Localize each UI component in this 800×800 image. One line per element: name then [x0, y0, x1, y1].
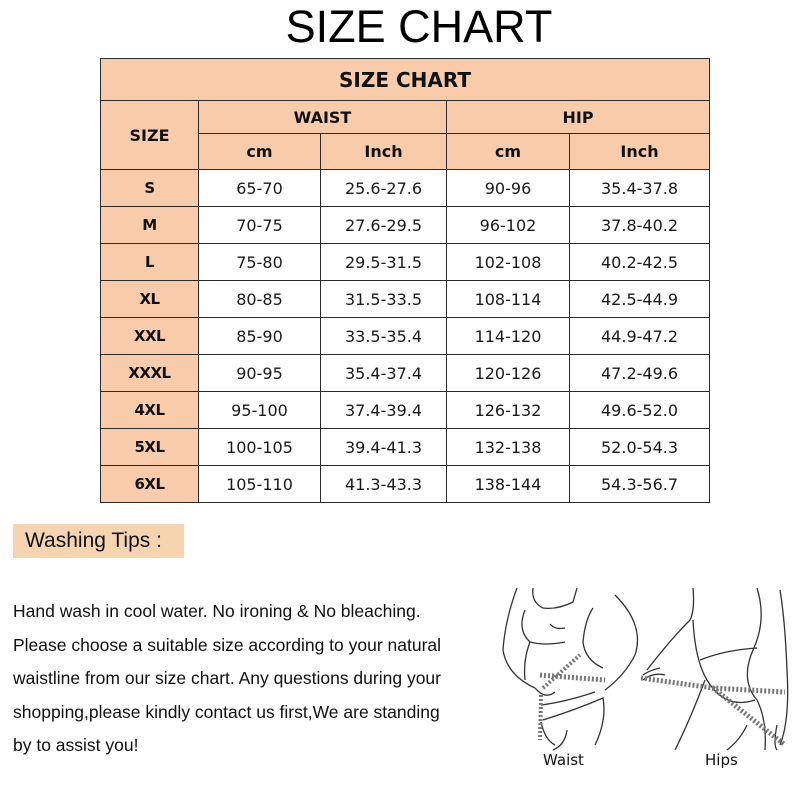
hip-inch-value: 49.6-52.0 — [570, 392, 710, 429]
hip-inch-value: 35.4-37.8 — [570, 170, 710, 207]
hips-label: Hips — [705, 751, 738, 769]
waist-cm-value: 95-100 — [199, 392, 321, 429]
waist-inch-value: 29.5-31.5 — [321, 244, 447, 281]
table-row — [101, 429, 710, 466]
size-label: XL — [101, 281, 199, 318]
waist-inch-value: 31.5-33.5 — [321, 281, 447, 318]
waist-cm-value: 65-70 — [199, 170, 321, 207]
page-title: SIZE CHART — [285, 1, 553, 52]
hip-cm-value: 114-120 — [447, 318, 570, 355]
waist-inch-value: 37.4-39.4 — [321, 392, 447, 429]
hip-group-header: HIP — [447, 101, 710, 134]
waist-inch-value: 25.6-27.6 — [321, 170, 447, 207]
waist-inch-value: 39.4-41.3 — [321, 429, 447, 466]
hip-cm-value: 96-102 — [447, 207, 570, 244]
hip-inch-value: 42.5-44.9 — [570, 281, 710, 318]
hip-cm-value: 138-144 — [447, 466, 570, 503]
waist-cm-value: 105-110 — [199, 466, 321, 503]
table-row — [101, 355, 710, 392]
size-label: S — [101, 170, 199, 207]
waist-inch-value: 27.6-29.5 — [321, 207, 447, 244]
table-row — [101, 244, 710, 281]
tips-line: by to assist you! — [13, 735, 139, 755]
hip-inch-value: 52.0-54.3 — [570, 429, 710, 466]
size-label: 5XL — [101, 429, 199, 466]
size-label: L — [101, 244, 199, 281]
waist-cm-value: 85-90 — [199, 318, 321, 355]
washing-tips-label: Washing Tips : — [13, 524, 184, 558]
waist-cm-value: 100-105 — [199, 429, 321, 466]
size-label: M — [101, 207, 199, 244]
size-label: 4XL — [101, 392, 199, 429]
table-title: SIZE CHART — [101, 59, 710, 101]
waist-inch-value: 35.4-37.4 — [321, 355, 447, 392]
hip-cm-value: 90-96 — [447, 170, 570, 207]
size-label: 6XL — [101, 466, 199, 503]
hip-cm-value: 102-108 — [447, 244, 570, 281]
hip-cm-value: 108-114 — [447, 281, 570, 318]
hip-inch-value: 40.2-42.5 — [570, 244, 710, 281]
waist-cm-value: 75-80 — [199, 244, 321, 281]
measurement-illustration — [495, 580, 800, 790]
washing-tips-text — [13, 595, 493, 763]
hip-inch-header: Inch — [570, 134, 710, 170]
tips-line: Hand wash in cool water. No ironing & No bleaching. — [13, 601, 421, 621]
hip-inch-value: 54.3-56.7 — [570, 466, 710, 503]
waist-label: Waist — [543, 751, 584, 769]
table-row — [101, 466, 710, 503]
waist-inch-value: 33.5-35.4 — [321, 318, 447, 355]
waist-cm-value: 70-75 — [199, 207, 321, 244]
waist-inch-header: Inch — [321, 134, 447, 170]
waist-group-header: WAIST — [199, 101, 447, 134]
table-row — [101, 392, 710, 429]
hip-inch-value: 44.9-47.2 — [570, 318, 710, 355]
tips-line: waistline from our size chart. Any questions during your — [13, 668, 441, 688]
table-row — [101, 207, 710, 244]
size-label: XXL — [101, 318, 199, 355]
hip-cm-value: 120-126 — [447, 355, 570, 392]
hip-cm-value: 126-132 — [447, 392, 570, 429]
size-label: XXXL — [101, 355, 199, 392]
hip-inch-value: 47.2-49.6 — [570, 355, 710, 392]
tips-line: Please choose a suitable size according to your natural — [13, 634, 442, 655]
hip-cm-value: 132-138 — [447, 429, 570, 466]
measuring-figures-icon — [495, 580, 800, 790]
size-column-header: SIZE — [101, 101, 199, 170]
tips-line: shopping,please kindly contact us first,We are standing — [13, 701, 440, 722]
table-row — [101, 170, 710, 207]
table-row — [101, 281, 710, 318]
waist-cm-header: cm — [199, 134, 321, 170]
size-chart-table — [100, 58, 710, 503]
table-row — [101, 318, 710, 355]
hip-inch-value: 37.8-40.2 — [570, 207, 710, 244]
waist-cm-value: 80-85 — [199, 281, 321, 318]
hip-cm-header: cm — [447, 134, 570, 170]
waist-inch-value: 41.3-43.3 — [321, 466, 447, 503]
waist-cm-value: 90-95 — [199, 355, 321, 392]
